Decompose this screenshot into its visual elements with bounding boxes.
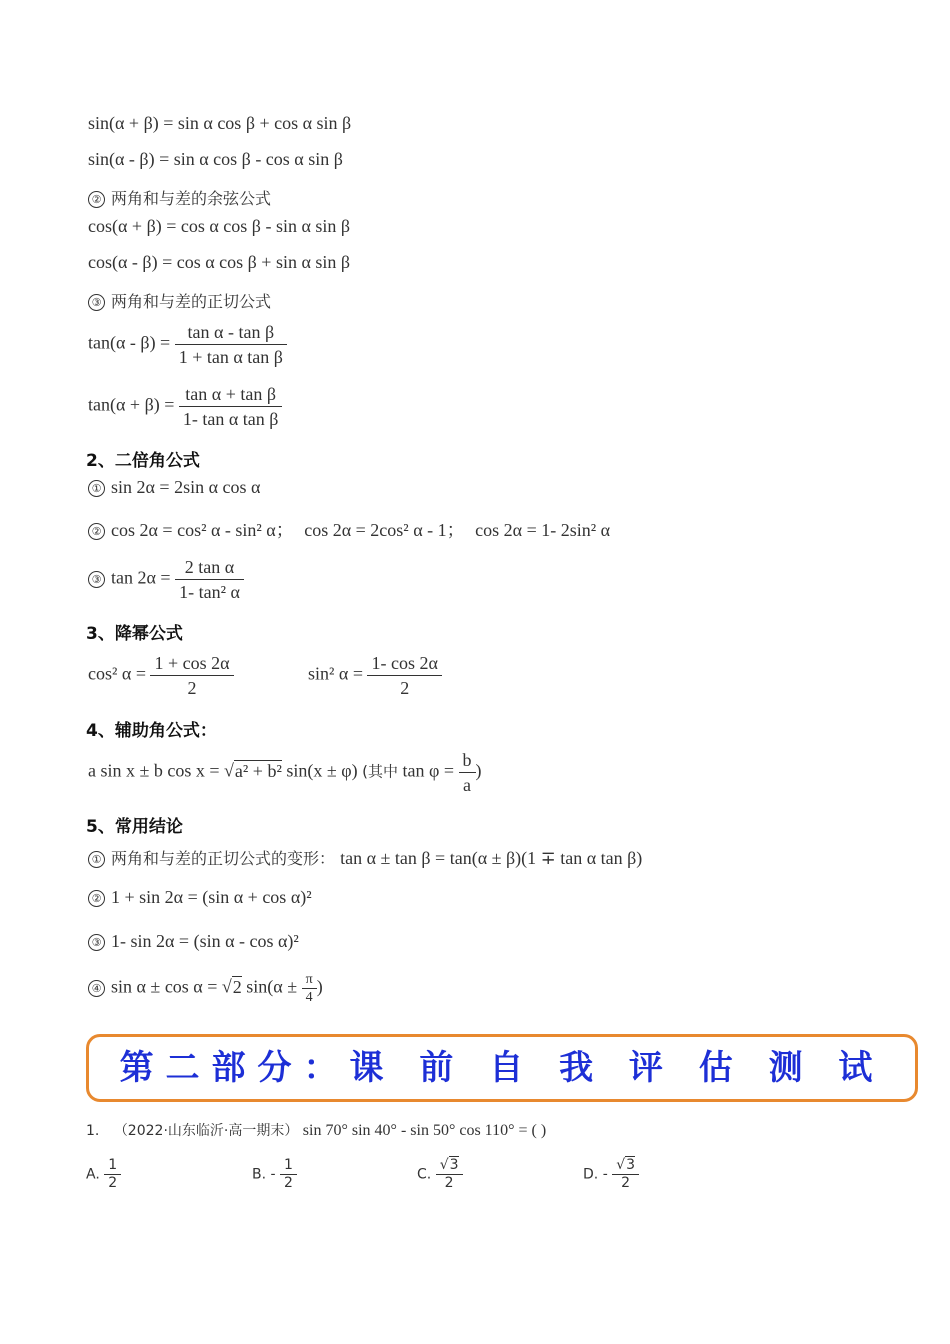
question-1: 1. （2022·山东临沂·高一期末） sin 70° sin 40° - sin 50° cos 110° = ( ) (86, 1122, 547, 1139)
section-heading-conclusions: 5、常用结论 (86, 817, 183, 837)
fraction: $\frac{1}{2}$ (280, 1157, 297, 1192)
choice-c[interactable]: C. $\frac{√3}{2}$ (417, 1157, 463, 1192)
circled-number: ③ (88, 571, 105, 588)
fraction: $\frac{\pi}{4}$ (302, 971, 317, 1006)
section-heading-double-angle: 2、二倍角公式 (86, 451, 200, 471)
tan-heading: ③ 两角和与差的正切公式 (88, 289, 271, 312)
fraction: $\frac{1- \cos 2\alpha}{2}$ (367, 651, 441, 700)
fraction: $\frac{\text{tan α - tan β}}{\text{1 + tan α tan β}}$ (175, 320, 287, 369)
fraction: $\frac{1 + \cos 2\alpha}{2}$ (150, 651, 233, 700)
conclusion-3: ③ 1- sin 2α = (sin α - cos α)² (88, 931, 299, 952)
circled-number: ③ (88, 934, 105, 951)
fraction: $\frac{1}{2}$ (104, 1157, 121, 1192)
formula-sin2: ① sin 2α = 2sin α cos α (88, 477, 260, 498)
section-heading-auxiliary-angle: 4、辅助角公式： (86, 721, 217, 741)
formula-cos-add: cos(α + β) = cos α cos β - sin α sin β (88, 216, 351, 236)
formula-cos-square: cos² α = $\frac{1 + \cos 2\alpha}{2}$ (88, 651, 234, 700)
formula-tan-sub: tan(α - β) = $\frac{\text{tan α - tan β}}{\text{1 + tan α tan β}}$ (88, 320, 287, 369)
formula-tan2: ③ tan 2α = $\frac{\text{2 tan α}}{\text{1- tan² α}}$ (88, 555, 244, 604)
fraction: $\frac{√3}{2}$ (612, 1157, 639, 1192)
circled-number: ② (88, 523, 105, 540)
fraction: $\frac{\text{tan α + tan β}}{\text{1- tan α tan β}}$ (179, 382, 283, 431)
conclusion-2: ② 1 + sin 2α = (sin α + cos α)² (88, 887, 312, 908)
formula-cos2: ② cos 2α = cos² α - sin² α； cos 2α = 2cos² α - 1； cos 2α = 1- 2sin² α (88, 516, 610, 542)
circled-number: ④ (88, 980, 105, 997)
formula-sin-sub: sin(α - β) = sin α cos β - cos α sin β (88, 149, 343, 169)
cos-heading: ② 两角和与差的余弦公式 (88, 186, 271, 209)
fraction: $\frac{b}{a}$ (459, 748, 476, 797)
choice-a[interactable]: A. $\frac{1}{2}$ (86, 1157, 121, 1192)
formula-auxiliary: a sin x ± b cos x = √a² + b² sin(x ± φ) (其中 tan φ = $\frac{b}{a}$ ) (88, 750, 482, 795)
choice-b[interactable]: B. - $\frac{1}{2}$ (252, 1157, 297, 1192)
circled-number: ① (88, 480, 105, 497)
conclusion-4: ④ sin α ± cos α = √2 sin(α ± $\frac{\pi}{4}$ ) (88, 971, 323, 1006)
formula-sin-add: sin(α + β) = sin α cos β + cos α sin β (88, 113, 352, 133)
fraction: $\frac{√3}{2}$ (436, 1157, 463, 1192)
formula-sin-square: sin² α = $\frac{1- \cos 2\alpha}{2}$ (308, 651, 442, 700)
formula-cos-sub: cos(α - β) = cos α cos β + sin α sin β (88, 252, 351, 272)
section-banner: 第二部分：课 前 自 我 评 估 测 试 (86, 1034, 918, 1102)
circled-number: ① (88, 851, 105, 868)
conclusion-1: ① 两角和与差的正切公式的变形： tan α ± tan β = tan(α ± β)(1 ∓ tan α tan β) (88, 846, 642, 869)
circled-number: ② (88, 890, 105, 907)
section-heading-power-reduction: 3、降幂公式 (86, 624, 183, 644)
circled-number: ② (88, 191, 105, 208)
circled-number: ③ (88, 294, 105, 311)
choice-d[interactable]: D. - $\frac{√3}{2}$ (583, 1157, 639, 1192)
formula-tan-add: tan(α + β) = $\frac{\text{tan α + tan β}}{\text{1- tan α tan β}}$ (88, 382, 282, 431)
fraction: $\frac{\text{2 tan α}}{\text{1- tan² α}}$ (175, 555, 244, 604)
